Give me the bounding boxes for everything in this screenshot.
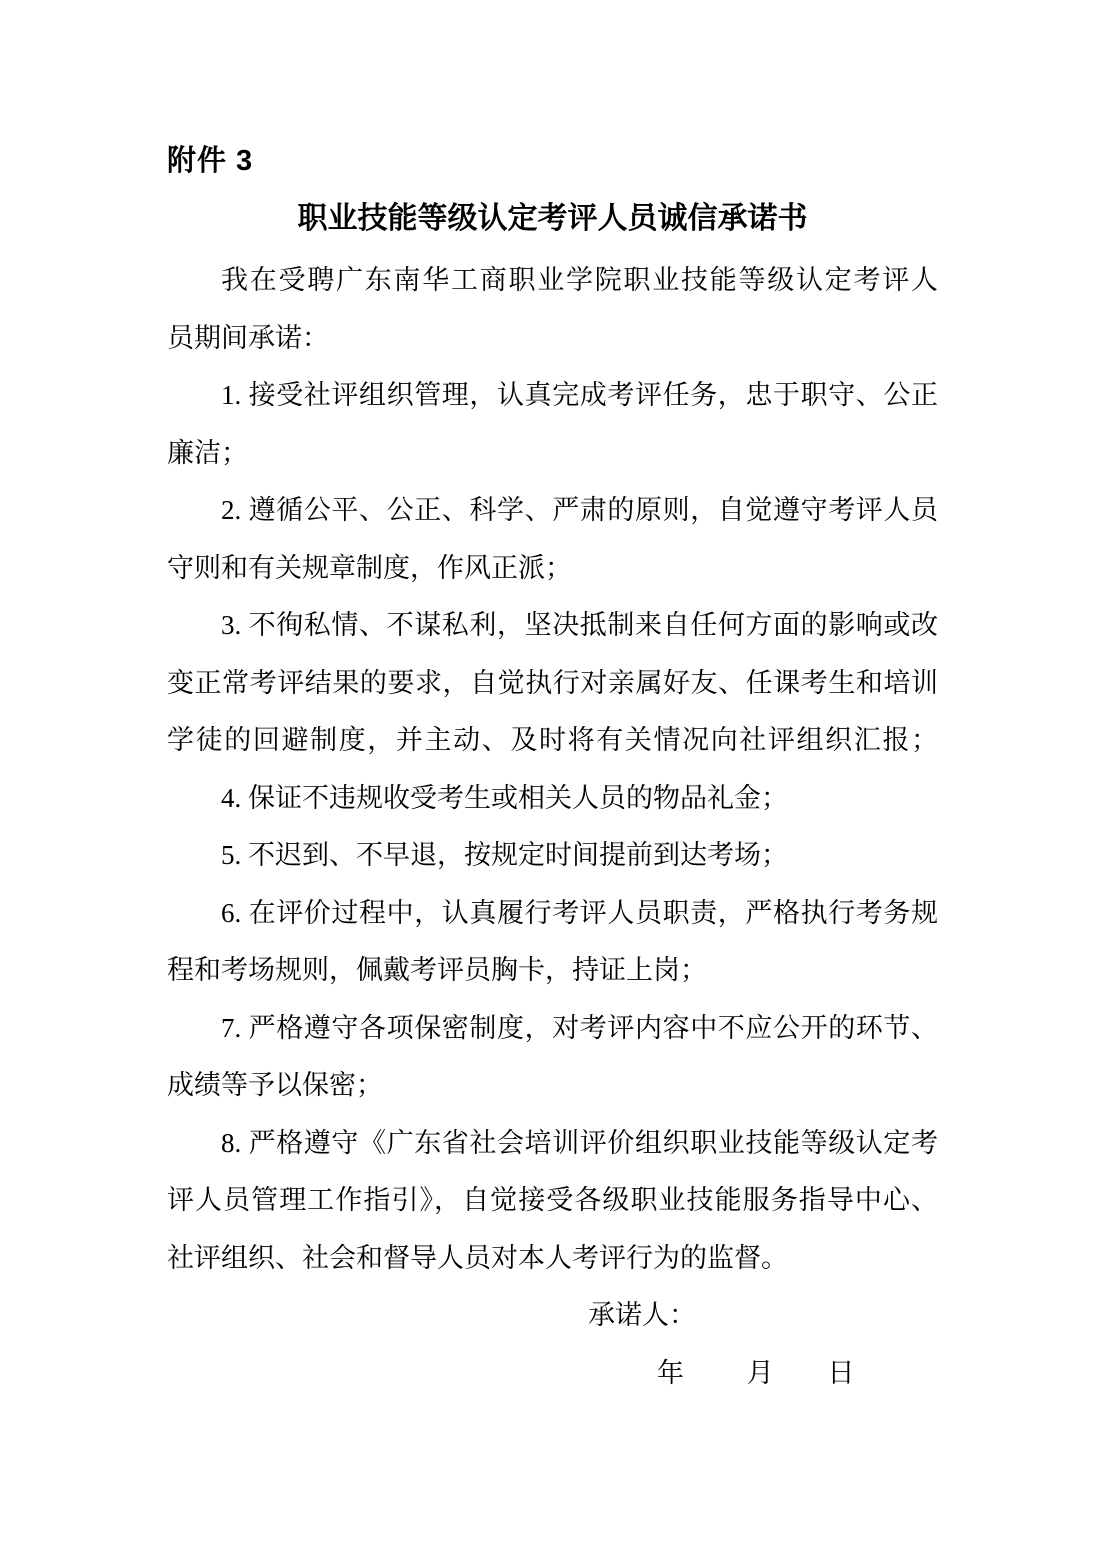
date-day-label: 日 bbox=[827, 1357, 855, 1388]
paragraphs bbox=[167, 252, 938, 1287]
paragraph-6-line-1: 5. 不迟到、不早退，按规定时间提前到达考场； bbox=[221, 840, 788, 870]
paragraph-1-line-2: 员期间承诺： bbox=[167, 322, 329, 353]
paragraph-2-line-2: 廉洁； bbox=[167, 437, 248, 468]
paragraph-2-line-1: 1. 接受社评组织管理，认真完成考评任务，忠于职守、公正 bbox=[221, 380, 938, 410]
paragraph-7-line-2: 程和考场规则，佩戴考评员胸卡，持证上岗； bbox=[167, 955, 707, 985]
paragraph-4-line-2: 变正常考评结果的要求，自觉执行对亲属好友、任课考生和培训 bbox=[167, 667, 938, 698]
paragraph-9-line-1: 8. 严格遵守《广东省社会培训评价组织职业技能等级认定考 bbox=[221, 1127, 938, 1158]
paragraph-7-line-1: 6. 在评价过程中，认真履行考评人员职责，严格执行考务规 bbox=[221, 897, 938, 928]
paragraph-9-line-2: 评人员管理工作指引》，自觉接受各级职业技能服务指导中心、 bbox=[167, 1185, 938, 1215]
paragraph-3-line-2: 守则和有关规章制度，作风正派； bbox=[167, 552, 572, 583]
promisor-line bbox=[167, 1287, 938, 1345]
promisor-label: 承诺人： bbox=[588, 1300, 696, 1330]
paragraph-5-line-1: 4. 保证不违规收受考生或相关人员的物品礼金； bbox=[221, 782, 788, 813]
paragraph-4-line-3: 学徒的回避制度，并主动、及时将有关情况向社评组织汇报； bbox=[167, 725, 938, 755]
paragraph-9-line-3: 社评组织、社会和督导人员对本人考评行为的监督。 bbox=[167, 1242, 788, 1273]
paragraph-1-line-1: 我在受聘广东南华工商职业学院职业技能等级认定考评人 bbox=[221, 265, 938, 295]
attachment-label: 附件 3 bbox=[167, 145, 254, 177]
date-year-label: 年 bbox=[657, 1357, 684, 1388]
date-month-label: 月 bbox=[746, 1357, 774, 1388]
paragraph-8-line-2: 成绩等予以保密； bbox=[167, 1070, 383, 1100]
date-line bbox=[167, 1345, 938, 1403]
paragraph-8-line-1: 7. 严格遵守各项保密制度，对考评内容中不应公开的环节、 bbox=[221, 1012, 938, 1043]
paragraph-4-line-1: 3. 不徇私情、不谋私利，坚决抵制来自任何方面的影响或改 bbox=[221, 610, 938, 640]
paragraph-3-line-1: 2. 遵循公平、公正、科学、严肃的原则，自觉遵守考评人员 bbox=[221, 495, 938, 525]
document-title: 职业技能等级认定考评人员诚信承诺书 bbox=[297, 202, 808, 235]
document-body bbox=[167, 252, 938, 1402]
